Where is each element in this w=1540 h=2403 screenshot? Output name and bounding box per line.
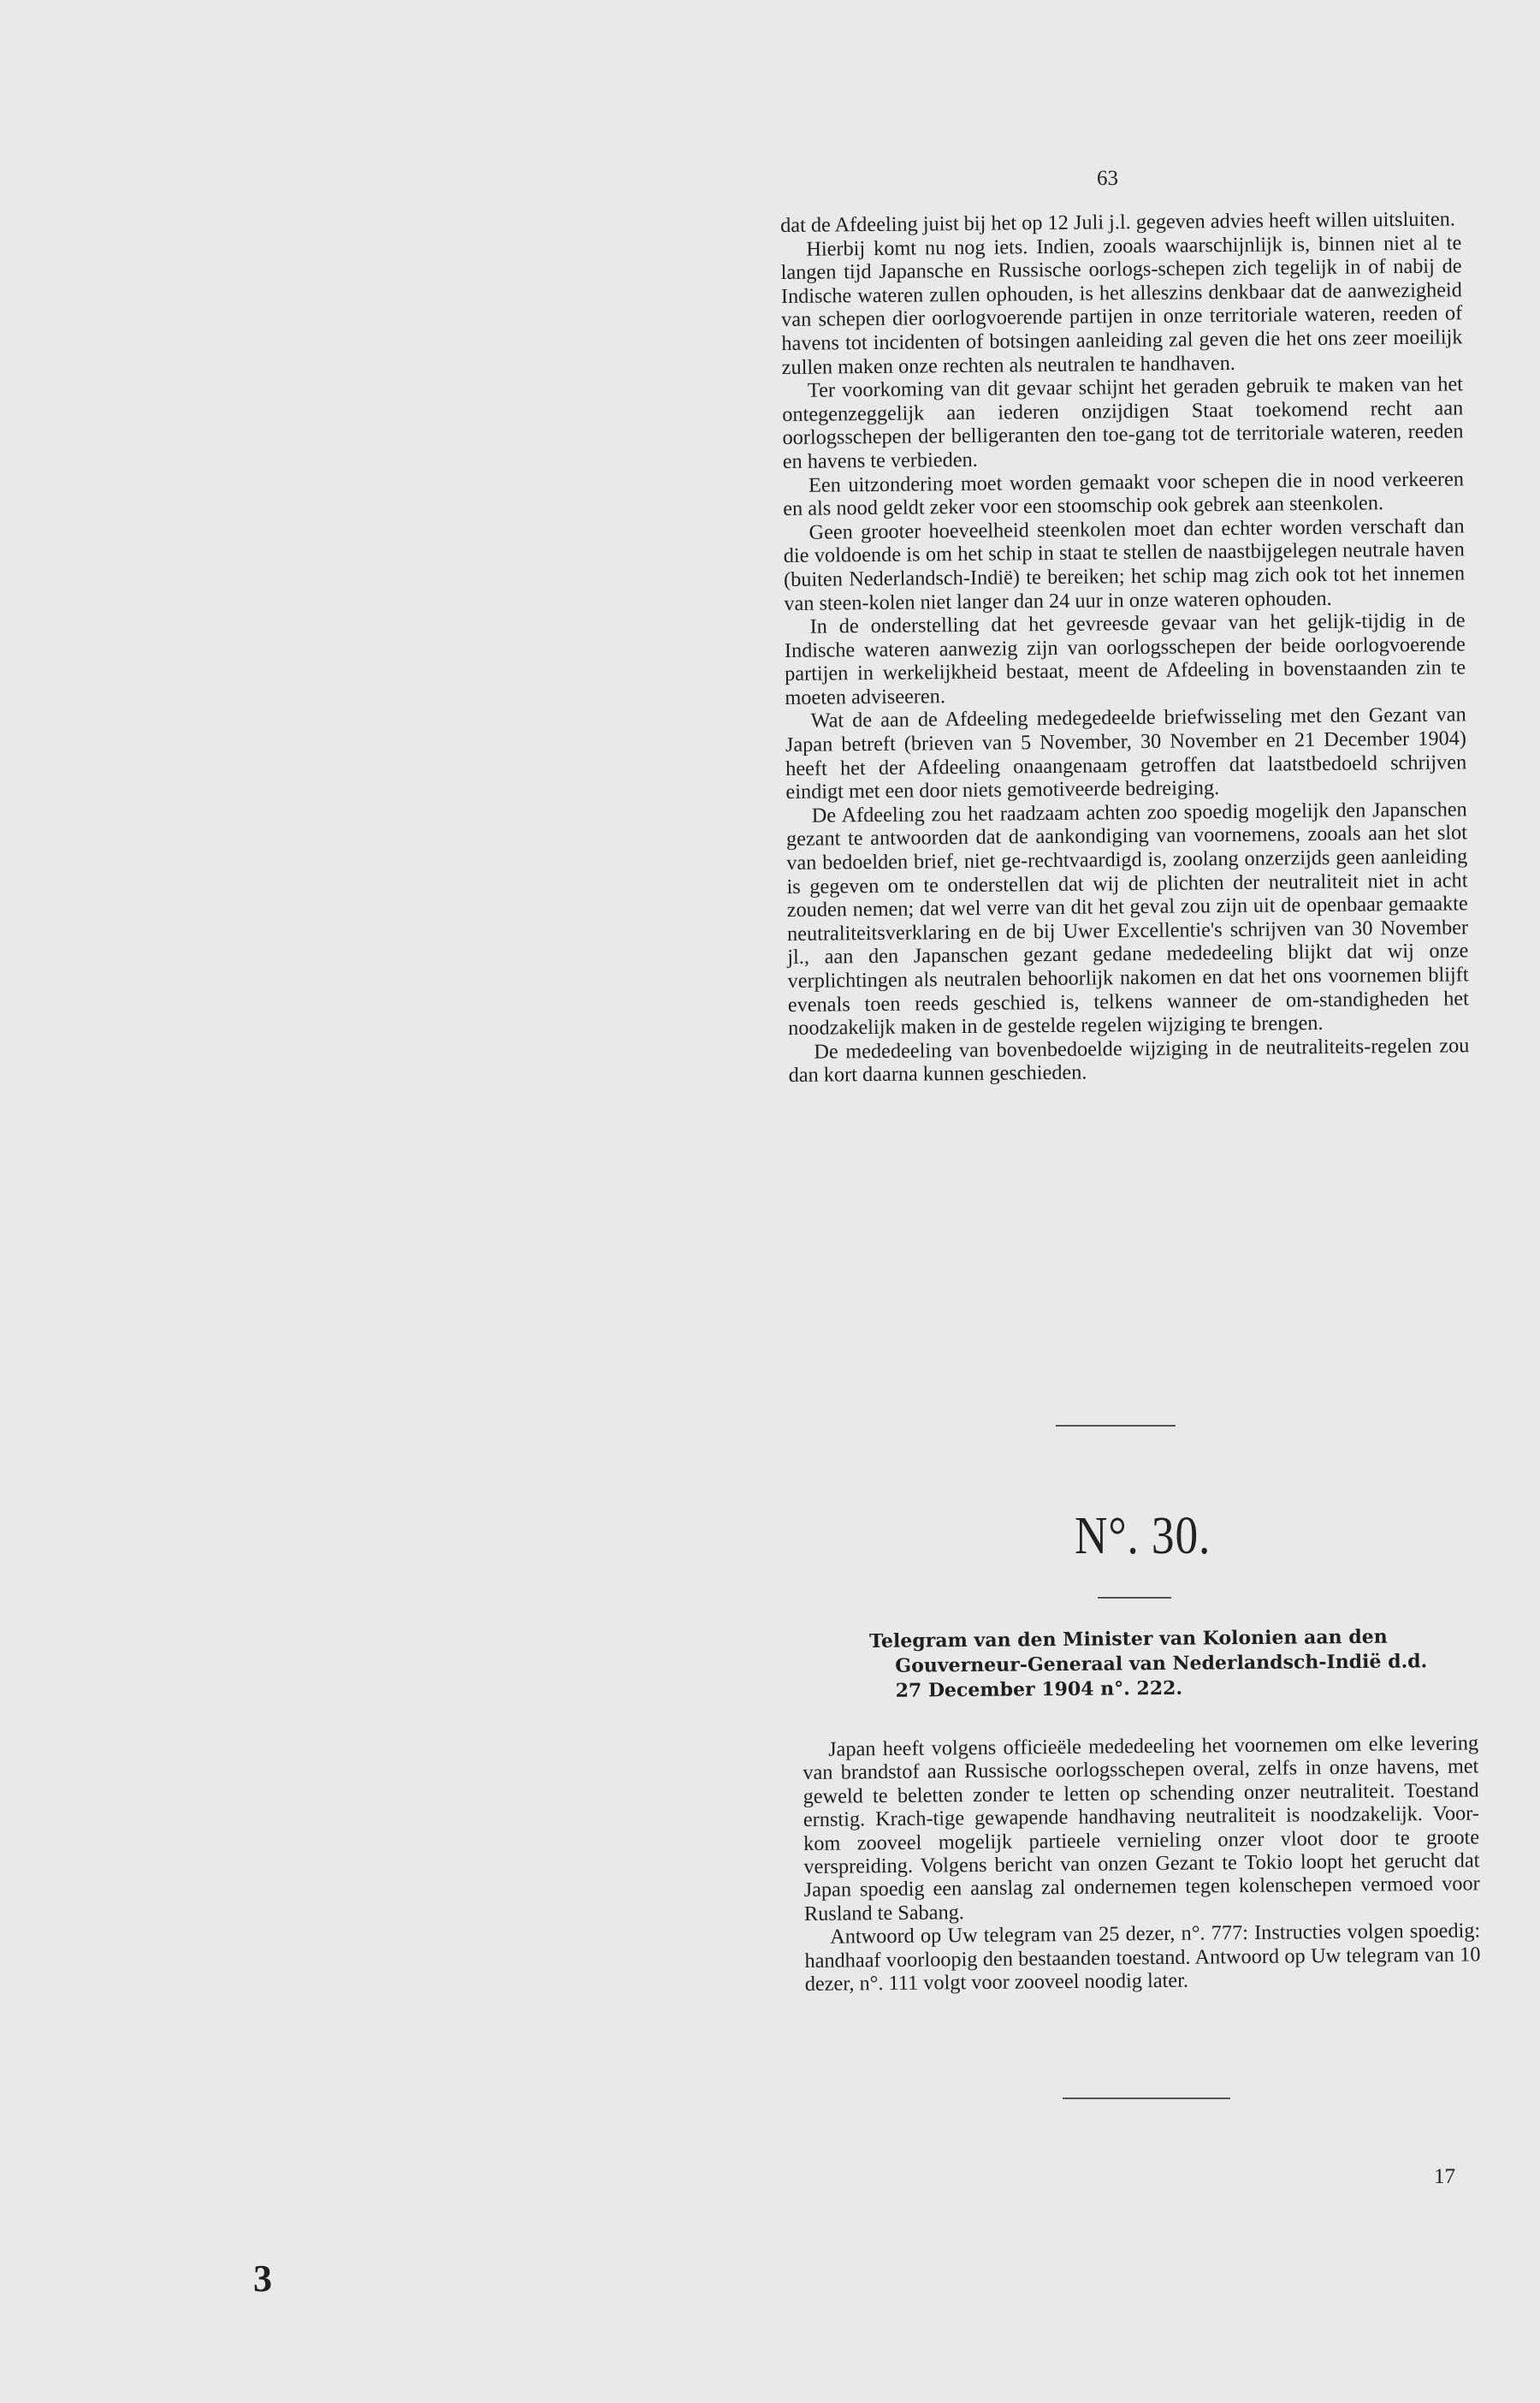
- paragraph: Wat de aan de Afdeeling medegedeelde briefwisseling met den Gezant van Japan betreft (brieven van 5 November, 30 November en 21 December 1904) heeft het der Afdeeling onaangenaam getroffen dat laatstbedoeld schrijven eindigt met een door niets gemotiveerde bedreiging.: [785, 703, 1467, 804]
- paragraph: In de onderstelling dat het gevreesde gevaar van het gelijk-tijdig in de Indische wateren aanwezig zijn van oorlogsschepen der beide oorlogvoerende partijen in werkelijkheid bestaat, meent de Afdeeling in bovenstaanden zin te moeten adviseeren.: [784, 608, 1466, 709]
- paragraph: De Afdeeling zou het raadzaam achten zoo spoedig mogelijk den Japanschen gezant te antwoorden dat de aankondiging van voornemens, zooals aan het slot van bedoelden brief, niet ge-rechtvaardigd is, zoolang onzerzijds geen aanleiding is gegeven om te onderstellen dat wij de plichten der neutraliteit niet in acht zouden nemen; dat wel verre van dit het geval zou zijn uit de openbaar gemaakte neutraliteitsverklaring en de bij Uwer Excellentie's schrijven van 30 November jl., aan den Japanschen gezant gedane mededeeling blijkt dat wij onze verplichtingen als neutralen behoorlijk nakomen en dat het ons voornemen blijft evenals toen reeds geschied is, telkens wanneer de om-standigheden het noodzakelijk maken in de gestelde regelen wijziging te brengen.: [785, 798, 1469, 1041]
- title-divider: [1098, 1597, 1171, 1599]
- document-number: N°. 30.: [1075, 1507, 1211, 1565]
- advice-text: [780, 207, 1470, 1088]
- page-number: 63: [1097, 167, 1118, 190]
- telegram-title: [869, 1624, 1474, 1704]
- paragraph: De mededeeling van bovenbedoelde wijziging in de neutraliteits-regelen zou dan kort daarna kunnen geschieden.: [788, 1034, 1470, 1088]
- paragraph: Geen grooter hoeveelheid steenkolen moet dan echter worden verschaft dan die voldoende is om het schip in staat te stellen de naastbijgelegen neutrale haven (buiten Nederlandsch-Indië) te bereiken; het schip mag zich ook tot het innemen van steen-kolen niet langer dan 24 uur in onze wateren ophouden.: [783, 514, 1466, 615]
- paragraph: dat de Afdeeling juist bij het op 12 Juli j.l. gegeven advies heeft willen uitsluiten.: [780, 207, 1456, 237]
- telegram-title-line: 27 December 1904 n°. 222.: [895, 1676, 1183, 1702]
- sheet-number: 17: [1434, 2165, 1455, 2188]
- paragraph: Een uitzondering moet worden gemaakt voor schepen die in nood verkeeren en als nood geldt zeker voor een stoomschip ook gebrek aan steenkolen.: [783, 466, 1465, 521]
- telegram-title-line: Gouverneur-Generaal van Nederlandsch-Indië d.d.: [895, 1650, 1428, 1677]
- telegram-text: [803, 1731, 1481, 1996]
- signature-mark: 3: [253, 2258, 272, 2299]
- telegram-title-line: Telegram van den Minister van Kolonien aan den: [869, 1625, 1388, 1652]
- section-divider: [1056, 1425, 1176, 1427]
- paragraph: Japan heeft volgens officieële mededeeling het voornemen om elke levering van brandstof aan Russische oorlogsschepen overal, zelfs in onze havens, met geweld te beletten zonder te letten op schending onzer neutraliteit. Toestand ernstig. Krach-tige gewapende handhaving neutraliteit is noodzakelijk. Voor-kom zooveel mogelijk partieele vernieling onzer vloot door te groote verspreiding. Volgens bericht van onzen Gezant te Tokio loopt het gerucht dat Japan spoedig een aanslag zal ondernemen tegen kolenschepen vermoed voor Rusland te Sabang.: [803, 1731, 1480, 1925]
- paragraph: Hierbij komt nu nog iets. Indien, zooals waarschijnlijk is, binnen niet al te langen tijd Japansche en Russische oorlogs-schepen zich tegelijk in of nabij de Indische wateren zullen ophouden, is het alleszins denkbaar dat de aanwezigheid van schepen dier oorlogvoerende partijen in onze territoriale wateren, reeden of havens tot incidenten of botsingen aanleiding zal geven die het ons zeer moeilijk zullen maken onze rechten als neutralen te handhaven.: [780, 230, 1463, 379]
- end-divider: [1063, 2097, 1230, 2099]
- paragraph: Ter voorkoming van dit gevaar schijnt het geraden gebruik te maken van het ontegenzeggelijk aan iederen onzijdigen Staat toekomend recht aan oorlogsschepen der belligeranten den toe-gang tot de territoriale wateren, reeden en havens te verbieden.: [782, 372, 1464, 473]
- paragraph: Antwoord op Uw telegram van 25 dezer, n°. 777: Instructies volgen spoedig: handhaaf voorloopig den bestaanden toestand. Antwoord op Uw telegram van 10 dezer, n°. 111 volgt voor zooveel noodig later.: [804, 1919, 1481, 1997]
